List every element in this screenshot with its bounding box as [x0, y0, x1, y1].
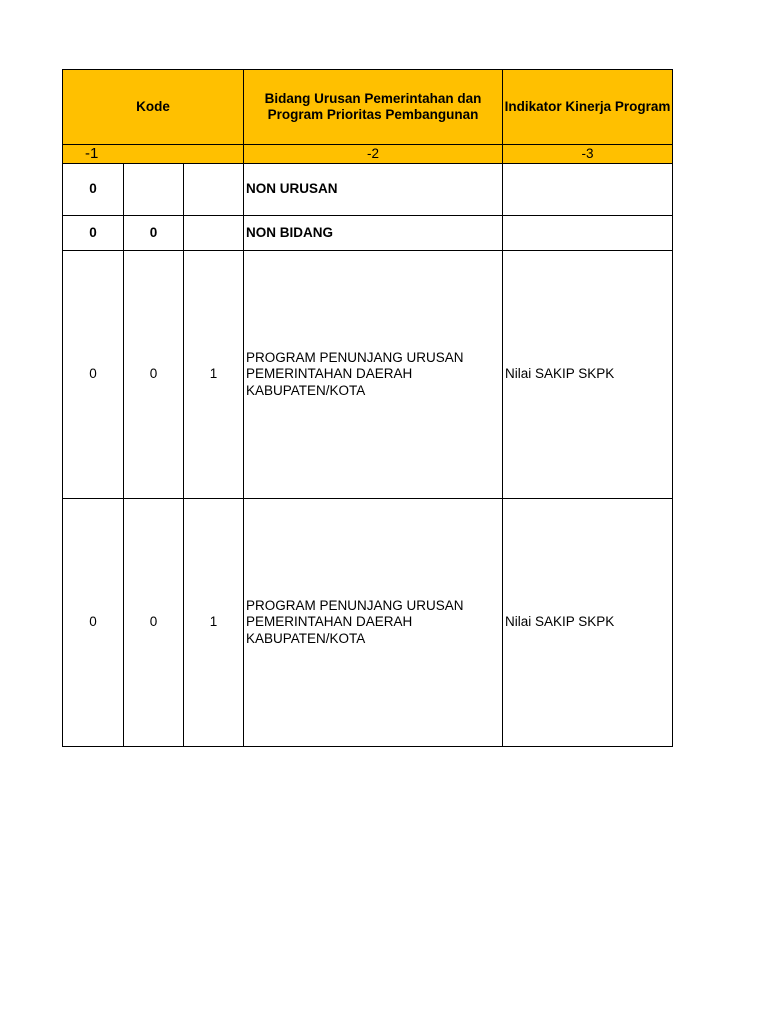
kode-bidang-cell: 0 — [124, 499, 184, 747]
bidang-cell: NON URUSAN — [244, 164, 503, 216]
column-number-2: -2 — [244, 145, 503, 164]
table-row — [63, 216, 673, 251]
table-row — [63, 251, 673, 499]
bidang-cell: PROGRAM PENUNJANG URUSAN PEMERINTAHAN DAERAH KABUPATEN/KOTA — [244, 251, 503, 499]
header-row — [63, 70, 673, 145]
kode-bidang-cell: 0 — [124, 216, 184, 251]
table-row — [63, 499, 673, 747]
column-number-1: -1 — [63, 145, 244, 164]
indikator-cell — [503, 164, 673, 216]
kode-bidang-cell — [124, 164, 184, 216]
column-number-3: -3 — [503, 145, 673, 164]
program-table — [62, 69, 673, 747]
kode-program-cell — [184, 164, 244, 216]
indikator-cell: Nilai SAKIP SKPK — [503, 251, 673, 499]
kode-urusan-cell: 0 — [63, 499, 124, 747]
header-kode: Kode — [63, 70, 244, 145]
kode-urusan-cell: 0 — [63, 216, 124, 251]
kode-bidang-cell: 0 — [124, 251, 184, 499]
kode-urusan-cell: 0 — [63, 251, 124, 499]
kode-program-cell: 1 — [184, 251, 244, 499]
kode-program-cell: 1 — [184, 499, 244, 747]
table-row — [63, 164, 673, 216]
header-bidang: Bidang Urusan Pemerintahan dan Program Prioritas Pembangunan — [244, 70, 503, 145]
bidang-cell: PROGRAM PENUNJANG URUSAN PEMERINTAHAN DAERAH KABUPATEN/KOTA — [244, 499, 503, 747]
indikator-cell — [503, 216, 673, 251]
kode-program-cell — [184, 216, 244, 251]
kode-urusan-cell: 0 — [63, 164, 124, 216]
header-indikator: Indikator Kinerja Program — [503, 70, 673, 145]
bidang-cell: NON BIDANG — [244, 216, 503, 251]
indikator-cell: Nilai SAKIP SKPK — [503, 499, 673, 747]
column-number-row — [63, 145, 673, 164]
